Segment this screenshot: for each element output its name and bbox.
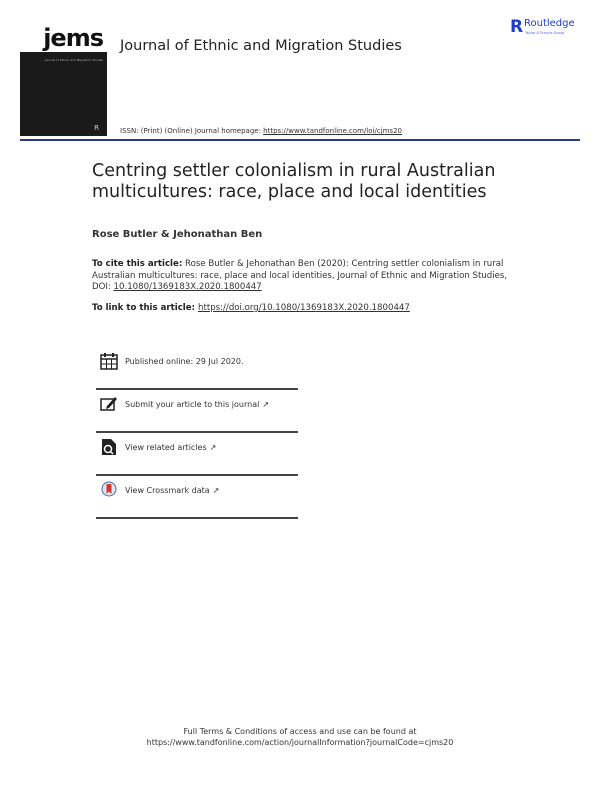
article-actions [96, 347, 298, 519]
footer-line-1: Full Terms & Conditions of access and use can be found at [183, 727, 417, 736]
related-articles-link[interactable] [96, 433, 298, 476]
edit-icon [100, 395, 118, 413]
submit-article-link[interactable] [96, 390, 298, 433]
external-link-icon: ↗ [262, 400, 270, 409]
cover-logo: jems [43, 24, 103, 52]
publisher-tagline: Taylor & Francis Group [525, 31, 565, 35]
published-online-item [96, 347, 298, 390]
external-link-icon: ↗ [209, 443, 217, 452]
crossmark-label: View Crossmark data [125, 486, 210, 495]
footer-terms-link[interactable]: https://www.tandfonline.com/action/journalInformation?journalCode=cjms20 [146, 738, 454, 747]
cite-label: To cite this article: [92, 259, 183, 269]
journal-cover [20, 20, 107, 136]
header-rule [20, 139, 580, 141]
link-label: To link to this article: [92, 303, 199, 313]
related-articles-label: View related articles [125, 443, 207, 452]
published-online-label: Published online: 29 Jul 2020. [125, 357, 244, 366]
calendar-icon [100, 352, 118, 370]
journal-title: Journal of Ethnic and Migration Studies [120, 38, 402, 54]
citation [92, 259, 512, 294]
cite-text: Rose Butler & Jehonathan Ben (2020): Centring settler colonialism in rural Australian multicultures: race, place and local identities, Journal of Ethnic and Migration Studies, DOI: [92, 259, 508, 292]
routledge-r-icon: R [510, 17, 524, 37]
crossmark-link[interactable] [96, 476, 298, 519]
publisher-name: Routledge [524, 18, 575, 29]
journal-homepage-link[interactable]: https://www.tandfonline.com/loi/cjms20 [263, 127, 402, 135]
submit-article-label: Submit your article to this journal [125, 400, 260, 409]
doi-link[interactable]: 10.1080/1369183X.2020.1800447 [113, 282, 262, 292]
search-document-icon [100, 438, 118, 456]
article-link[interactable]: https://doi.org/10.1080/1369183X.2020.1800447 [198, 303, 410, 313]
issn-line [120, 127, 402, 135]
article-authors: Rose Butler & Jehonathan Ben [92, 229, 263, 240]
issn-label: ISSN: (Print) (Online) Journal homepage: [120, 127, 264, 135]
crossmark-icon [100, 481, 118, 499]
cover-subtitle: Journal of Ethnic and Migration Studies [44, 58, 103, 62]
external-link-icon: ↗ [212, 486, 220, 495]
cover-publisher-mark: R [94, 124, 99, 132]
article-title: Centring settler colonialism in rural Australian multicultures: race, place and local identities [92, 161, 496, 202]
footer-terms [100, 726, 500, 748]
article-link-line [92, 303, 410, 313]
